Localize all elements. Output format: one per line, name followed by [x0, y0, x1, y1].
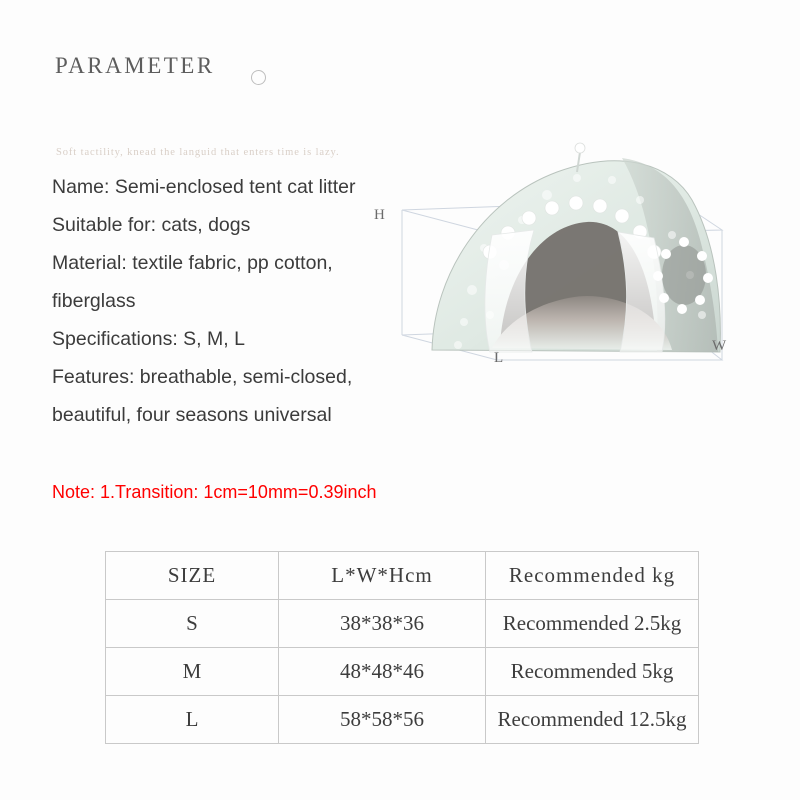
table-cell-size: S	[106, 600, 279, 648]
dimension-label-length: L	[494, 350, 504, 366]
tagline-text: Soft tactility, knead the languid that enters time is lazy.	[56, 147, 340, 158]
product-diagram	[372, 60, 792, 460]
spec-line: fiberglass	[52, 290, 136, 312]
table-header-cell: SIZE	[106, 552, 279, 600]
transition-note: Note: 1.Transition: 1cm=10mm=0.39inch	[52, 482, 377, 502]
table-cell-dimensions: 38*38*36	[279, 600, 486, 648]
spec-line: Name: Semi-enclosed tent cat litter	[52, 176, 356, 198]
decorative-circle-icon	[251, 70, 266, 85]
spec-line: Material: textile fabric, pp cotton,	[52, 252, 333, 274]
table-header-cell: L*W*Hcm	[279, 552, 486, 600]
table-row	[106, 600, 699, 648]
size-table	[105, 551, 699, 744]
table-row	[106, 696, 699, 744]
dimension-label-width: W	[712, 338, 727, 354]
table-cell-size: L	[106, 696, 279, 744]
table-cell-recommended: Recommended 5kg	[486, 648, 699, 696]
spec-line: Specifications: S, M, L	[52, 328, 245, 350]
table-row	[106, 648, 699, 696]
spec-line: Suitable for: cats, dogs	[52, 214, 251, 236]
table-header-cell: Recommended kg	[486, 552, 699, 600]
spec-line: beautiful, four seasons universal	[52, 404, 332, 426]
dimension-label-height: H	[374, 207, 385, 223]
tent-illustration	[372, 60, 792, 460]
page-title: PARAMETER	[55, 53, 215, 78]
table-cell-size: M	[106, 648, 279, 696]
table-cell-dimensions: 48*48*46	[279, 648, 486, 696]
spec-line: Features: breathable, semi-closed,	[52, 366, 353, 388]
table-cell-recommended: Recommended 2.5kg	[486, 600, 699, 648]
table-cell-dimensions: 58*58*56	[279, 696, 486, 744]
table-header-row	[106, 552, 699, 600]
table-cell-recommended: Recommended 12.5kg	[486, 696, 699, 744]
